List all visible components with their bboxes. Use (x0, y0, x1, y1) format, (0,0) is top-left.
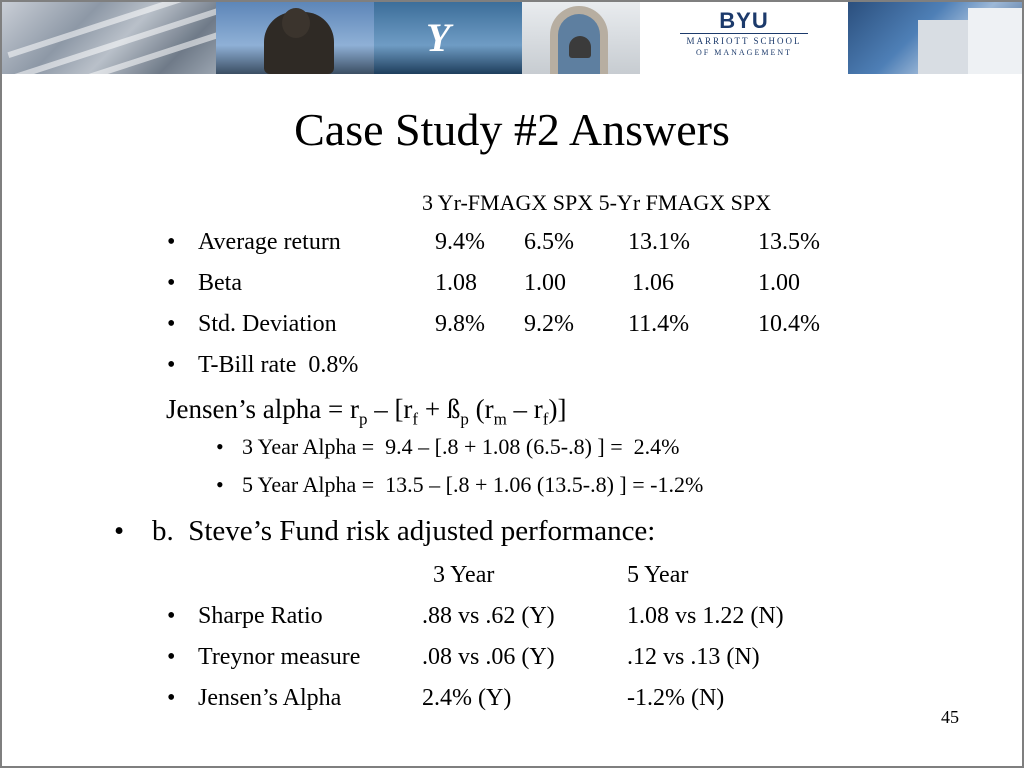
cell: 9.4% (435, 229, 485, 255)
cell: .88 vs .62 (Y) (422, 603, 555, 629)
bullet-icon: • (216, 434, 224, 459)
y-mountain-photo: Y (374, 2, 522, 74)
jensens-alpha-formula: Jensen’s alpha = $r_p - [r_f$ + $ß_p$ $(r_m - r_f)$] (166, 394, 567, 429)
row-label: Beta (198, 270, 242, 296)
row-sharpe-ratio (167, 601, 323, 631)
row-label: T-Bill rate 0.8% (198, 352, 359, 378)
bell-tower-photo (522, 2, 640, 74)
row-label: Sharpe Ratio (198, 603, 323, 629)
table2-header-5-year: 5 Year (627, 562, 689, 588)
header-banner (2, 2, 1022, 74)
page-number: 45 (941, 707, 959, 727)
cell: 9.2% (524, 311, 574, 337)
bullet-icon: • (216, 472, 224, 497)
row-label: Std. Deviation (198, 311, 337, 337)
cell: 1.08 vs 1.22 (N) (627, 603, 784, 629)
row-beta (167, 268, 242, 298)
row-label: Jensen’s Alpha (198, 685, 342, 711)
bullet-icon: • (167, 229, 176, 255)
row-label: Treynor measure (198, 644, 361, 670)
cell: .08 vs .06 (Y) (422, 644, 555, 670)
building-photo (2, 2, 216, 74)
cell: 9.8% (435, 311, 485, 337)
cell: 13.5% (758, 229, 820, 255)
cell: .12 vs .13 (N) (627, 644, 760, 670)
bullet-icon: • (114, 515, 125, 547)
part-b-heading: • b. Steve’s Fund risk adjusted performance: (114, 515, 656, 547)
alpha-5-year: • 5 Year Alpha = 13.5 – [.8 + 1.06 (13.5-.8) ] = -1.2% (216, 472, 704, 497)
bullet-icon: • (167, 685, 176, 711)
table1-header: 3 Yr-FMAGX SPX 5-Yr FMAGX SPX (422, 190, 771, 215)
row-treynor-measure (167, 642, 361, 672)
cell: 10.4% (758, 311, 820, 337)
bullet-icon: • (167, 270, 176, 296)
byu-marriott-logo: BYU MARRIOTT SCHOOL OF MANAGEMENT (640, 2, 848, 74)
cell: 1.00 (758, 270, 800, 296)
cell: 11.4% (628, 311, 690, 337)
row-tbill-rate (167, 350, 359, 380)
bullet-icon: • (167, 644, 176, 670)
alpha-3-year: • 3 Year Alpha = 9.4 – [.8 + 1.08 (6.5-.8) ] = 2.4% (216, 434, 680, 459)
cell: -1.2% (N) (627, 685, 725, 711)
bullet-icon: • (167, 352, 176, 378)
cell: 1.08 (435, 270, 477, 296)
row-label: Average return (198, 229, 341, 255)
row-std-deviation (167, 309, 337, 339)
slide-title: Case Study #2 Answers (294, 104, 730, 155)
cell: 6.5% (524, 229, 574, 255)
statue-photo (216, 2, 374, 74)
cell: 2.4% (Y) (422, 685, 512, 711)
cell: 1.00 (524, 270, 566, 296)
cell: 13.1% (628, 229, 690, 255)
row-average-return (167, 227, 341, 257)
table2-header-3-year: 3 Year (433, 562, 495, 588)
campus-building-photo (848, 2, 1022, 74)
bullet-icon: • (167, 603, 176, 629)
cell: 1.06 (632, 270, 674, 296)
row-jensens-alpha (167, 683, 342, 713)
bullet-icon: • (167, 311, 176, 337)
